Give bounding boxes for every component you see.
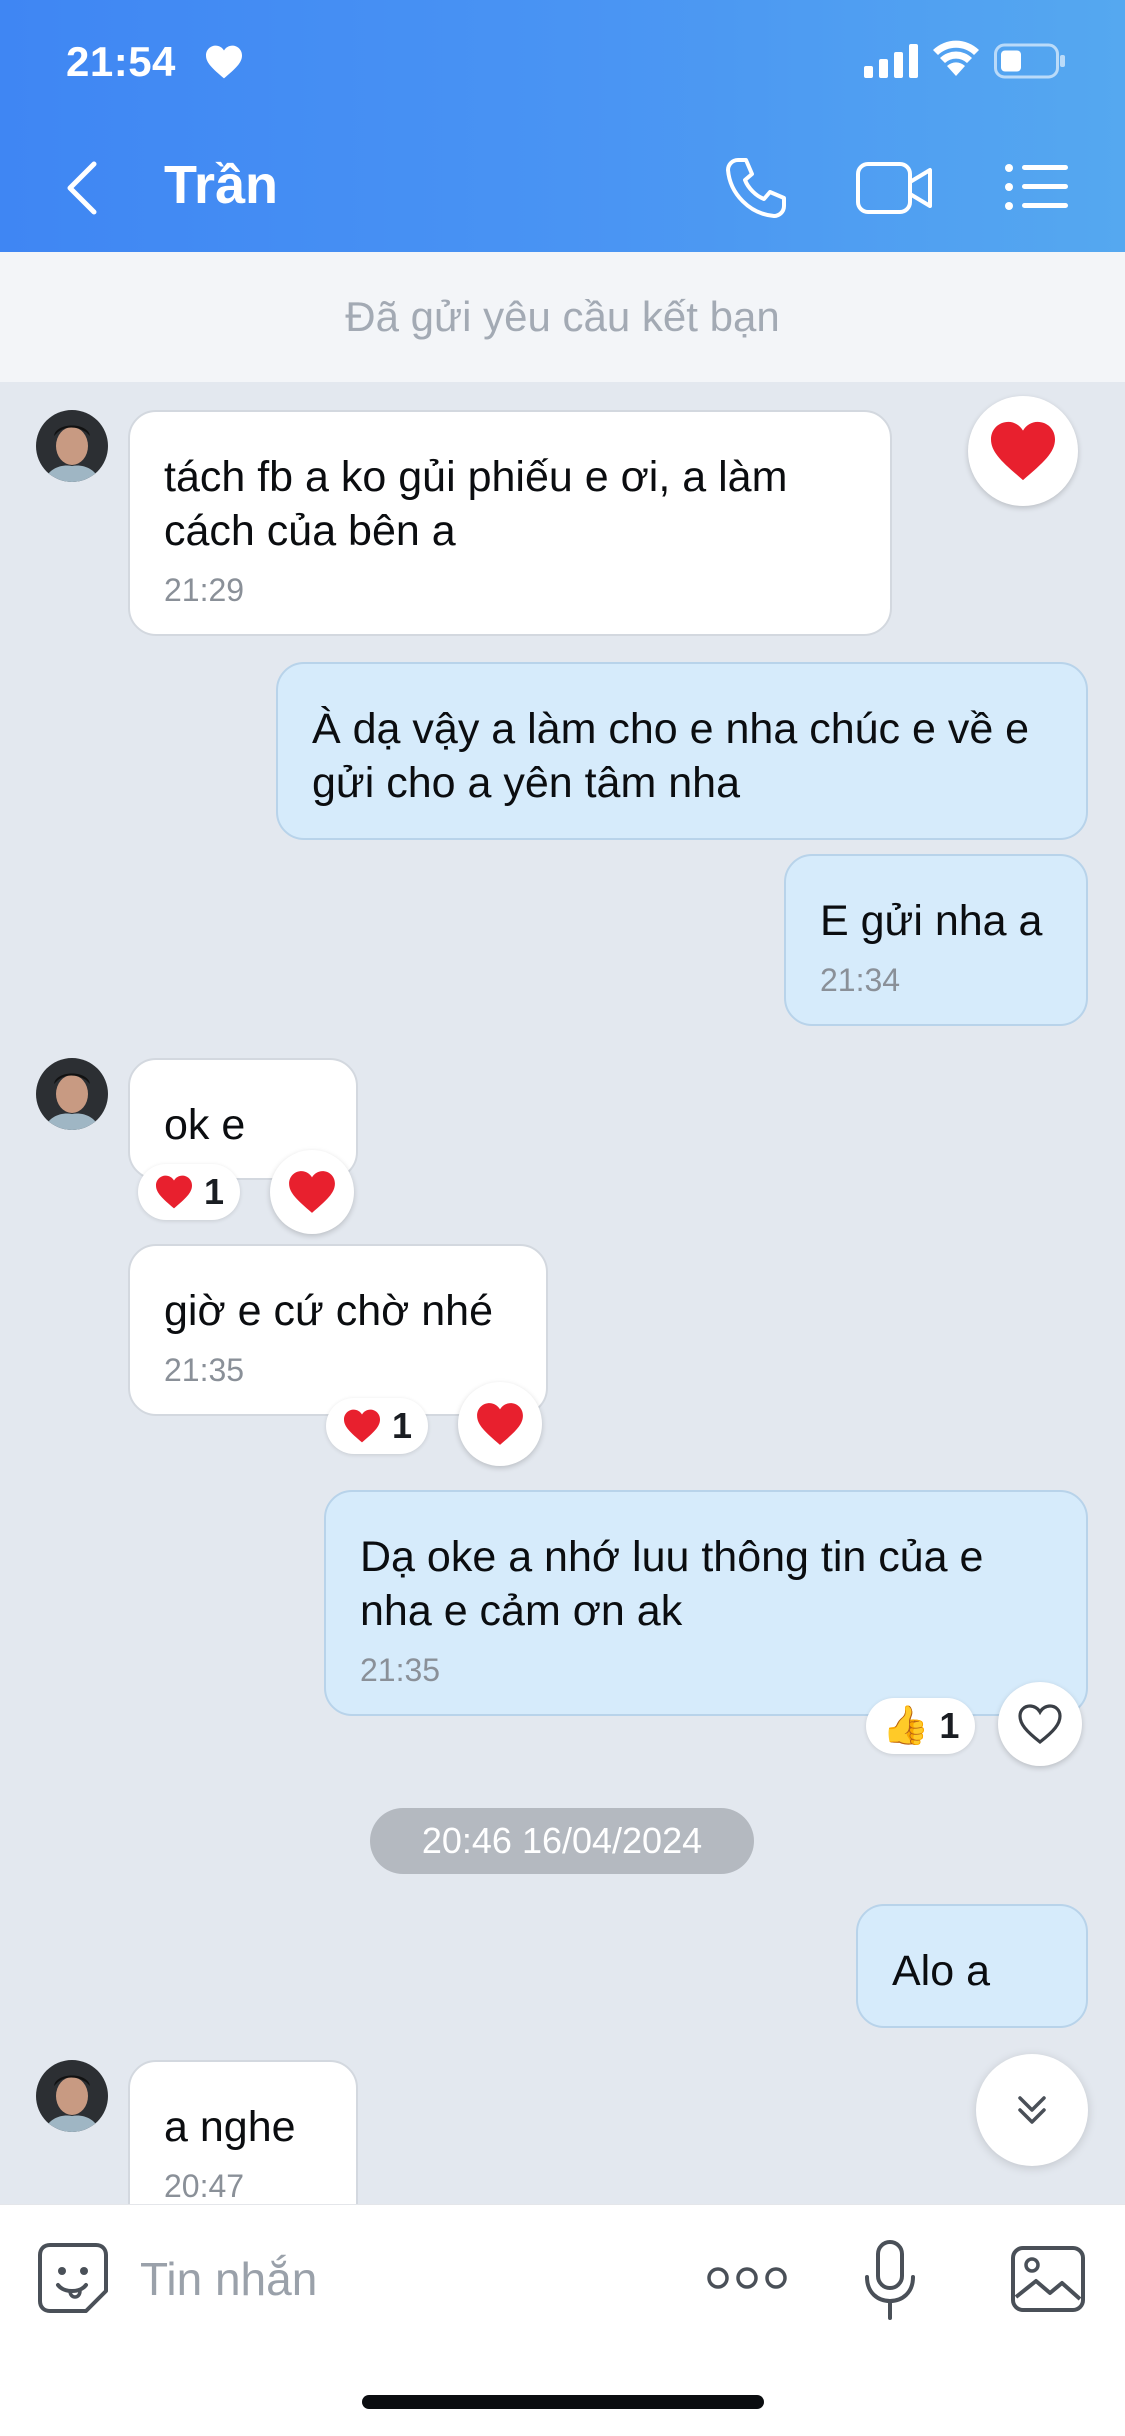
heart-icon [154, 1174, 194, 1210]
reaction-count-value: 1 [939, 1705, 960, 1746]
message-text: tách fb a ko gủi phiếu e ơi, a làm cách của bên a [164, 453, 788, 555]
message-time: 21:29 [164, 572, 245, 608]
message-text: Alo a [892, 1947, 991, 1995]
reaction-button[interactable] [998, 1682, 1082, 1766]
double-chevron-down-icon [1012, 2090, 1052, 2130]
message-bubble-incoming[interactable] [128, 410, 892, 636]
reaction-button[interactable] [968, 396, 1078, 506]
message-text: a nghe [164, 2103, 296, 2151]
reaction-count[interactable] [326, 1398, 428, 1454]
voice-call-icon[interactable] [724, 156, 788, 220]
more-options-icon[interactable] [706, 2263, 788, 2293]
heart-outline-icon [1016, 1702, 1064, 1746]
chat-title[interactable]: Trần [164, 155, 279, 215]
battery-icon [994, 42, 1066, 80]
message-bubble-outgoing[interactable] [276, 662, 1088, 840]
video-call-icon[interactable] [856, 160, 932, 216]
reaction-count[interactable] [866, 1698, 975, 1754]
reaction-count[interactable] [138, 1164, 240, 1220]
back-chevron-icon[interactable] [62, 158, 102, 218]
avatar-image [36, 1058, 108, 1130]
scroll-to-bottom-button[interactable] [976, 2054, 1088, 2166]
thumbs-up-icon: 👍 [882, 1705, 930, 1747]
message-time: 21:34 [820, 962, 901, 998]
wifi-icon [932, 40, 980, 78]
avatar-image [36, 2060, 108, 2132]
message-time: 21:35 [164, 1352, 245, 1388]
message-bubble-outgoing[interactable] [856, 1904, 1088, 2028]
message-text: À dạ vậy a làm cho e nha chúc e về e gửi cho a yên tâm nha [312, 705, 1030, 807]
reaction-button[interactable] [458, 1382, 542, 1466]
message-text: ok e [164, 1101, 246, 1149]
composer-bar [0, 2204, 1125, 2436]
friend-request-banner: Đã gửi yêu cầu kết bạn [0, 252, 1125, 382]
heart-icon [287, 1169, 337, 1215]
message-bubble-outgoing[interactable] [784, 854, 1088, 1026]
reaction-count-value: 1 [204, 1171, 225, 1212]
message-input[interactable] [140, 2241, 660, 2317]
microphone-icon[interactable] [862, 2239, 918, 2321]
reaction-button[interactable] [270, 1150, 354, 1234]
message-text: giờ e cứ chờ nhé [164, 1287, 494, 1335]
message-time: 20:47 [164, 2168, 245, 2204]
sticker-icon[interactable] [36, 2241, 110, 2315]
avatar-image [36, 410, 108, 482]
date-separator: 20:46 16/04/2024 [370, 1808, 754, 1874]
message-text: E gửi nha a [820, 897, 1043, 945]
image-gallery-icon[interactable] [1010, 2245, 1086, 2313]
status-time: 21:54 [66, 38, 176, 85]
message-bubble-outgoing[interactable] [324, 1490, 1088, 1716]
menu-list-icon[interactable] [1004, 162, 1068, 212]
reaction-count-value: 1 [392, 1405, 413, 1446]
contact-avatar[interactable] [36, 2060, 108, 2132]
home-indicator [362, 2395, 764, 2409]
heart-icon [342, 1408, 382, 1444]
heart-icon [988, 419, 1058, 483]
message-text: Dạ oke a nhớ luu thông tin của e nha e cảm ơn ak [360, 1533, 984, 1635]
heart-icon [475, 1401, 525, 1447]
contact-avatar[interactable] [36, 410, 108, 482]
heart-status-icon [204, 44, 244, 80]
header [0, 0, 1125, 252]
contact-avatar[interactable] [36, 1058, 108, 1130]
cellular-signal-icon [864, 44, 918, 78]
message-time: 21:35 [360, 1652, 441, 1688]
